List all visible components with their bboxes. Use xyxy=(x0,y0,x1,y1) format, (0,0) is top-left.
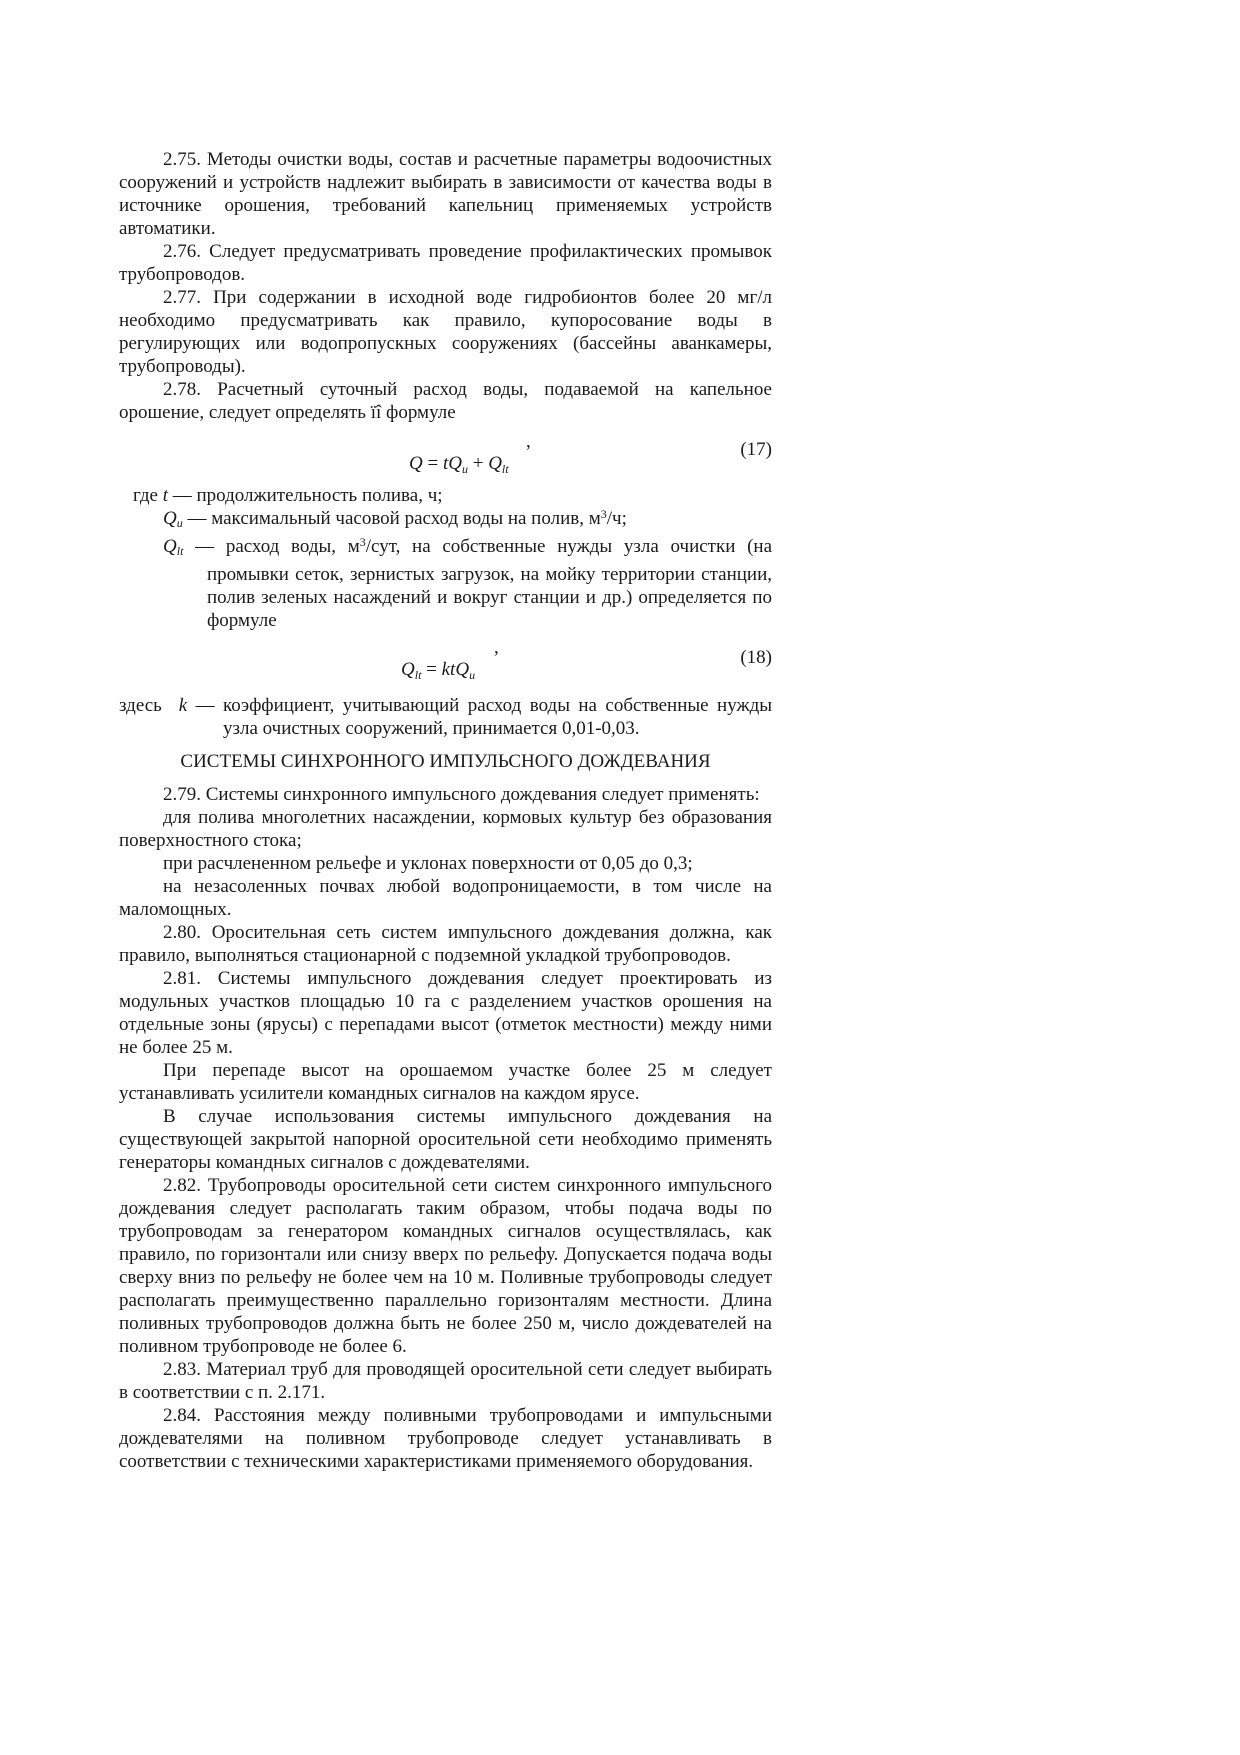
where-qlt-symbol: Q xyxy=(163,536,177,557)
where-qu-unit: /ч; xyxy=(606,508,627,529)
paragraph-2-79: 2.79. Системы синхронного импульсного дождевания следует применять: xyxy=(163,784,760,805)
paragraph-2-82: 2.82. Трубопроводы оросительной сети систем синхронного импульсного дождевания следует располагать таким образом, чтобы подача воды по трубопроводам за генератором командных сигналов осуществлялась, как правило, по горизонтали или снизу вверх по рельефу. Допускается подача воды сверху вниз по рельефу не более чем на 10 м. Поливные трубопроводы следует располагать преимущественно параллельно горизонталям местности. Длина поливных трубопроводов должна быть не более 250 м, число дождевателей на поливном трубопроводе не более 6. xyxy=(119,1175,772,1357)
formula-17-t: t xyxy=(442,453,449,474)
here-k-text: — коэффициент, учитывающий расход воды на собственные нужды узла очистных сооружений, принимается 0,01-0,03. xyxy=(187,695,773,739)
formula-18-lhs: Q xyxy=(401,659,415,680)
here-k-definition xyxy=(119,694,772,740)
formula-18-lt-sub: lt xyxy=(414,668,422,682)
formula-18-equals: = xyxy=(421,659,442,680)
where-qlt-text: — расход воды, м xyxy=(183,536,360,557)
formula-17-equals: = xyxy=(422,453,443,474)
paragraph-2-81: 2.81. Системы импульсного дождевания следует проектировать из модульных участков площадью 10 га с разделением участков орошения на отдельные зоны (ярусы) с перепадами высот (отметок местности) между ними не более 25 м. xyxy=(119,968,772,1058)
formula-18-kt: kt xyxy=(441,659,456,680)
formula-17-comma: , xyxy=(526,431,531,452)
where-qlt-definition xyxy=(119,535,772,632)
where-qu-sub: u xyxy=(176,516,183,530)
where-qu-text: — максимальный часовой расход воды на полив, м xyxy=(182,508,601,529)
formula-17-q2: Q xyxy=(488,453,502,474)
paragraph-2-84: 2.84. Расстояния между поливными трубопроводами и импульсными дождевателями на поливном трубопроводе следует устанавливать в соответствии с техническими характеристиками применяемого оборудования. xyxy=(119,1405,772,1472)
here-k-symbol: k xyxy=(178,695,188,716)
paragraph-2-81-a: При перепаде высот на орошаемом участке более 25 м следует устанавливать усилители командных сигналов на каждом ярусе. xyxy=(119,1060,772,1104)
formula-18 xyxy=(119,638,772,684)
formula-18-number: (18) xyxy=(740,647,772,668)
where-t-symbol: t xyxy=(162,485,168,506)
where-qlt-sub: lt xyxy=(176,544,184,558)
where-qlt-text-rest: /сут, на собственные нужды узла очистки (на промывки сеток, зернистых загрузок, на мойку территории станции, полив зеленых насаждений и вокруг станции и др.) определяется по формуле xyxy=(207,536,772,631)
paragraph-2-79-c: на незасоленных почвах любой водопроницаемости, в том числе на маломощных. xyxy=(119,876,772,920)
document-body xyxy=(119,148,772,1473)
paragraph-2-76: 2.76. Следует предусматривать проведение профилактических промывок трубопроводов. xyxy=(119,241,772,285)
paragraph-2-79-b: при расчлененном рельефе и уклонах поверхности от 0,05 до 0,3; xyxy=(163,853,693,874)
paragraph-2-83: 2.83. Материал труб для проводящей оросительной сети следует выбирать в соответствии с п. 2.171. xyxy=(119,1359,772,1403)
where-qu-sup: 3 xyxy=(600,507,607,521)
formula-17-u-sub: u xyxy=(461,462,468,476)
section-heading: СИСТЕМЫ СИНХРОННОГО ИМПУЛЬСНОГО ДОЖДЕВАНИЯ xyxy=(180,751,711,772)
paragraph-2-79-a: для полива многолетних насаждении, кормовых культур без образования поверхностного стока; xyxy=(119,807,772,851)
formula-18-u-sub: u xyxy=(469,668,476,682)
where-t-definition xyxy=(119,484,772,507)
formula-17-q: Q xyxy=(448,453,462,474)
formula-17-expression xyxy=(409,452,509,481)
formula-17 xyxy=(119,430,772,476)
where-qu-symbol: Q xyxy=(163,508,177,529)
paragraph-2-78: 2.78. Расчетный суточный расход воды, подаваемой на капельное орошение, следует определять ïî формуле xyxy=(119,379,772,423)
paragraph-2-81-b: В случае использования системы импульсного дождевания на существующей закрытой напорной оросительной сети необходимо применять генераторы командных сигналов с дождевателями. xyxy=(119,1106,772,1173)
formula-17-lhs: Q xyxy=(409,453,423,474)
formula-17-plus: + xyxy=(467,453,489,474)
paragraph-2-80: 2.80. Оросительная сеть систем импульсного дождевания должна, как правило, выполняться стационарной с подземной укладкой трубопроводов. xyxy=(119,922,772,966)
where-label: где xyxy=(133,485,158,506)
formula-18-expression xyxy=(401,658,475,687)
formula-18-q: Q xyxy=(455,659,470,680)
formula-18-comma: , xyxy=(494,637,499,658)
here-label: здесь xyxy=(119,695,162,716)
formula-17-lt-sub: lt xyxy=(501,462,509,476)
paragraph-2-75: 2.75. Методы очистки воды, состав и расчетные параметры водоочистных сооружений и устройств надлежит выбирать в зависимости от качества воды в источнике орошения, требований капельниц применяемых устройств автоматики. xyxy=(119,149,772,239)
where-qlt-sup: 3 xyxy=(359,535,366,549)
where-t-text: — продолжительность полива, ч; xyxy=(167,485,443,506)
where-qu-definition xyxy=(119,507,772,535)
formula-17-number: (17) xyxy=(740,439,772,460)
paragraph-2-77: 2.77. При содержании в исходной воде гидробионтов более 20 мг/л необходимо предусматривать как правило, купоросование воды в регулирующих или водопропускных сооружениях (бассейны аванкамеры, трубопроводы). xyxy=(119,287,772,377)
